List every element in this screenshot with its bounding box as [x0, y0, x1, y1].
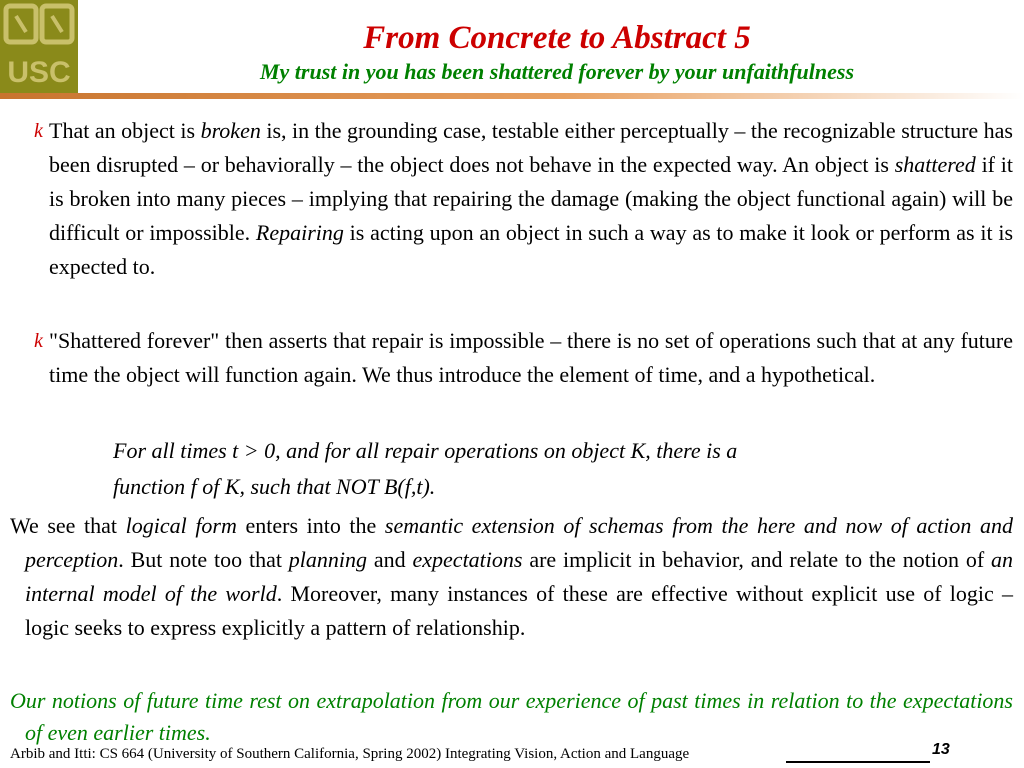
slide-title: From Concrete to Abstract 5	[363, 20, 751, 56]
usc-seal-icon	[0, 0, 78, 93]
logical-form-paragraph: We see that logical form enters into the semantic extension of schemas from the here and now of action and perception. But note too that planning and expectations are implicit in behavior, and relate to the notion of an internal model of the world. Moreover, many instances of these are effective without explicit use of logic – logic seeks to express explicitly a pattern of relationship.	[10, 513, 1014, 640]
bullet-marker-icon: k	[34, 330, 43, 352]
bullet-marker-icon: k	[34, 120, 43, 142]
bullet-shattered-forever: k "Shattered forever" then asserts that repair is impossible – there is no set of operations such that at any future time the object will function again. We thus introduce the element of time, and a hypothetical.	[49, 324, 1013, 392]
footer-rule	[786, 761, 930, 763]
usc-logo	[0, 0, 78, 93]
header-rule	[0, 93, 1024, 99]
svg-text:USC: USC	[7, 56, 71, 89]
slide-subtitle: My trust in you has been shattered forever by your unfaithfulness	[259, 59, 855, 84]
footer-citation: Arbib and Itti: CS 664 (University of Southern California, Spring 2002) Integrating Vision, Action and Language	[10, 746, 690, 762]
bullet-broken: k That an object is broken is, in the grounding case, testable either perceptually – the recognizable structure has been disrupted – or behaviorally – the object does not behave in the expected way. An object is shattered if it is broken into many pieces – implying that repairing the damage (making the object functional again) will be difficult or impossible. Repairing is acting upon an object in such a way as to make it look or perform as it is expected to.	[49, 114, 1013, 284]
conclusion-paragraph: Our notions of future time rest on extrapolation from our experience of past times in relation to the expectations of even earlier times.	[10, 688, 1013, 745]
page-number: 13	[932, 741, 950, 758]
hypothetical-formula: For all times t > 0, and for all repair operations on object K, there is a function f of K, such that NOT B(f,t).	[113, 438, 738, 499]
